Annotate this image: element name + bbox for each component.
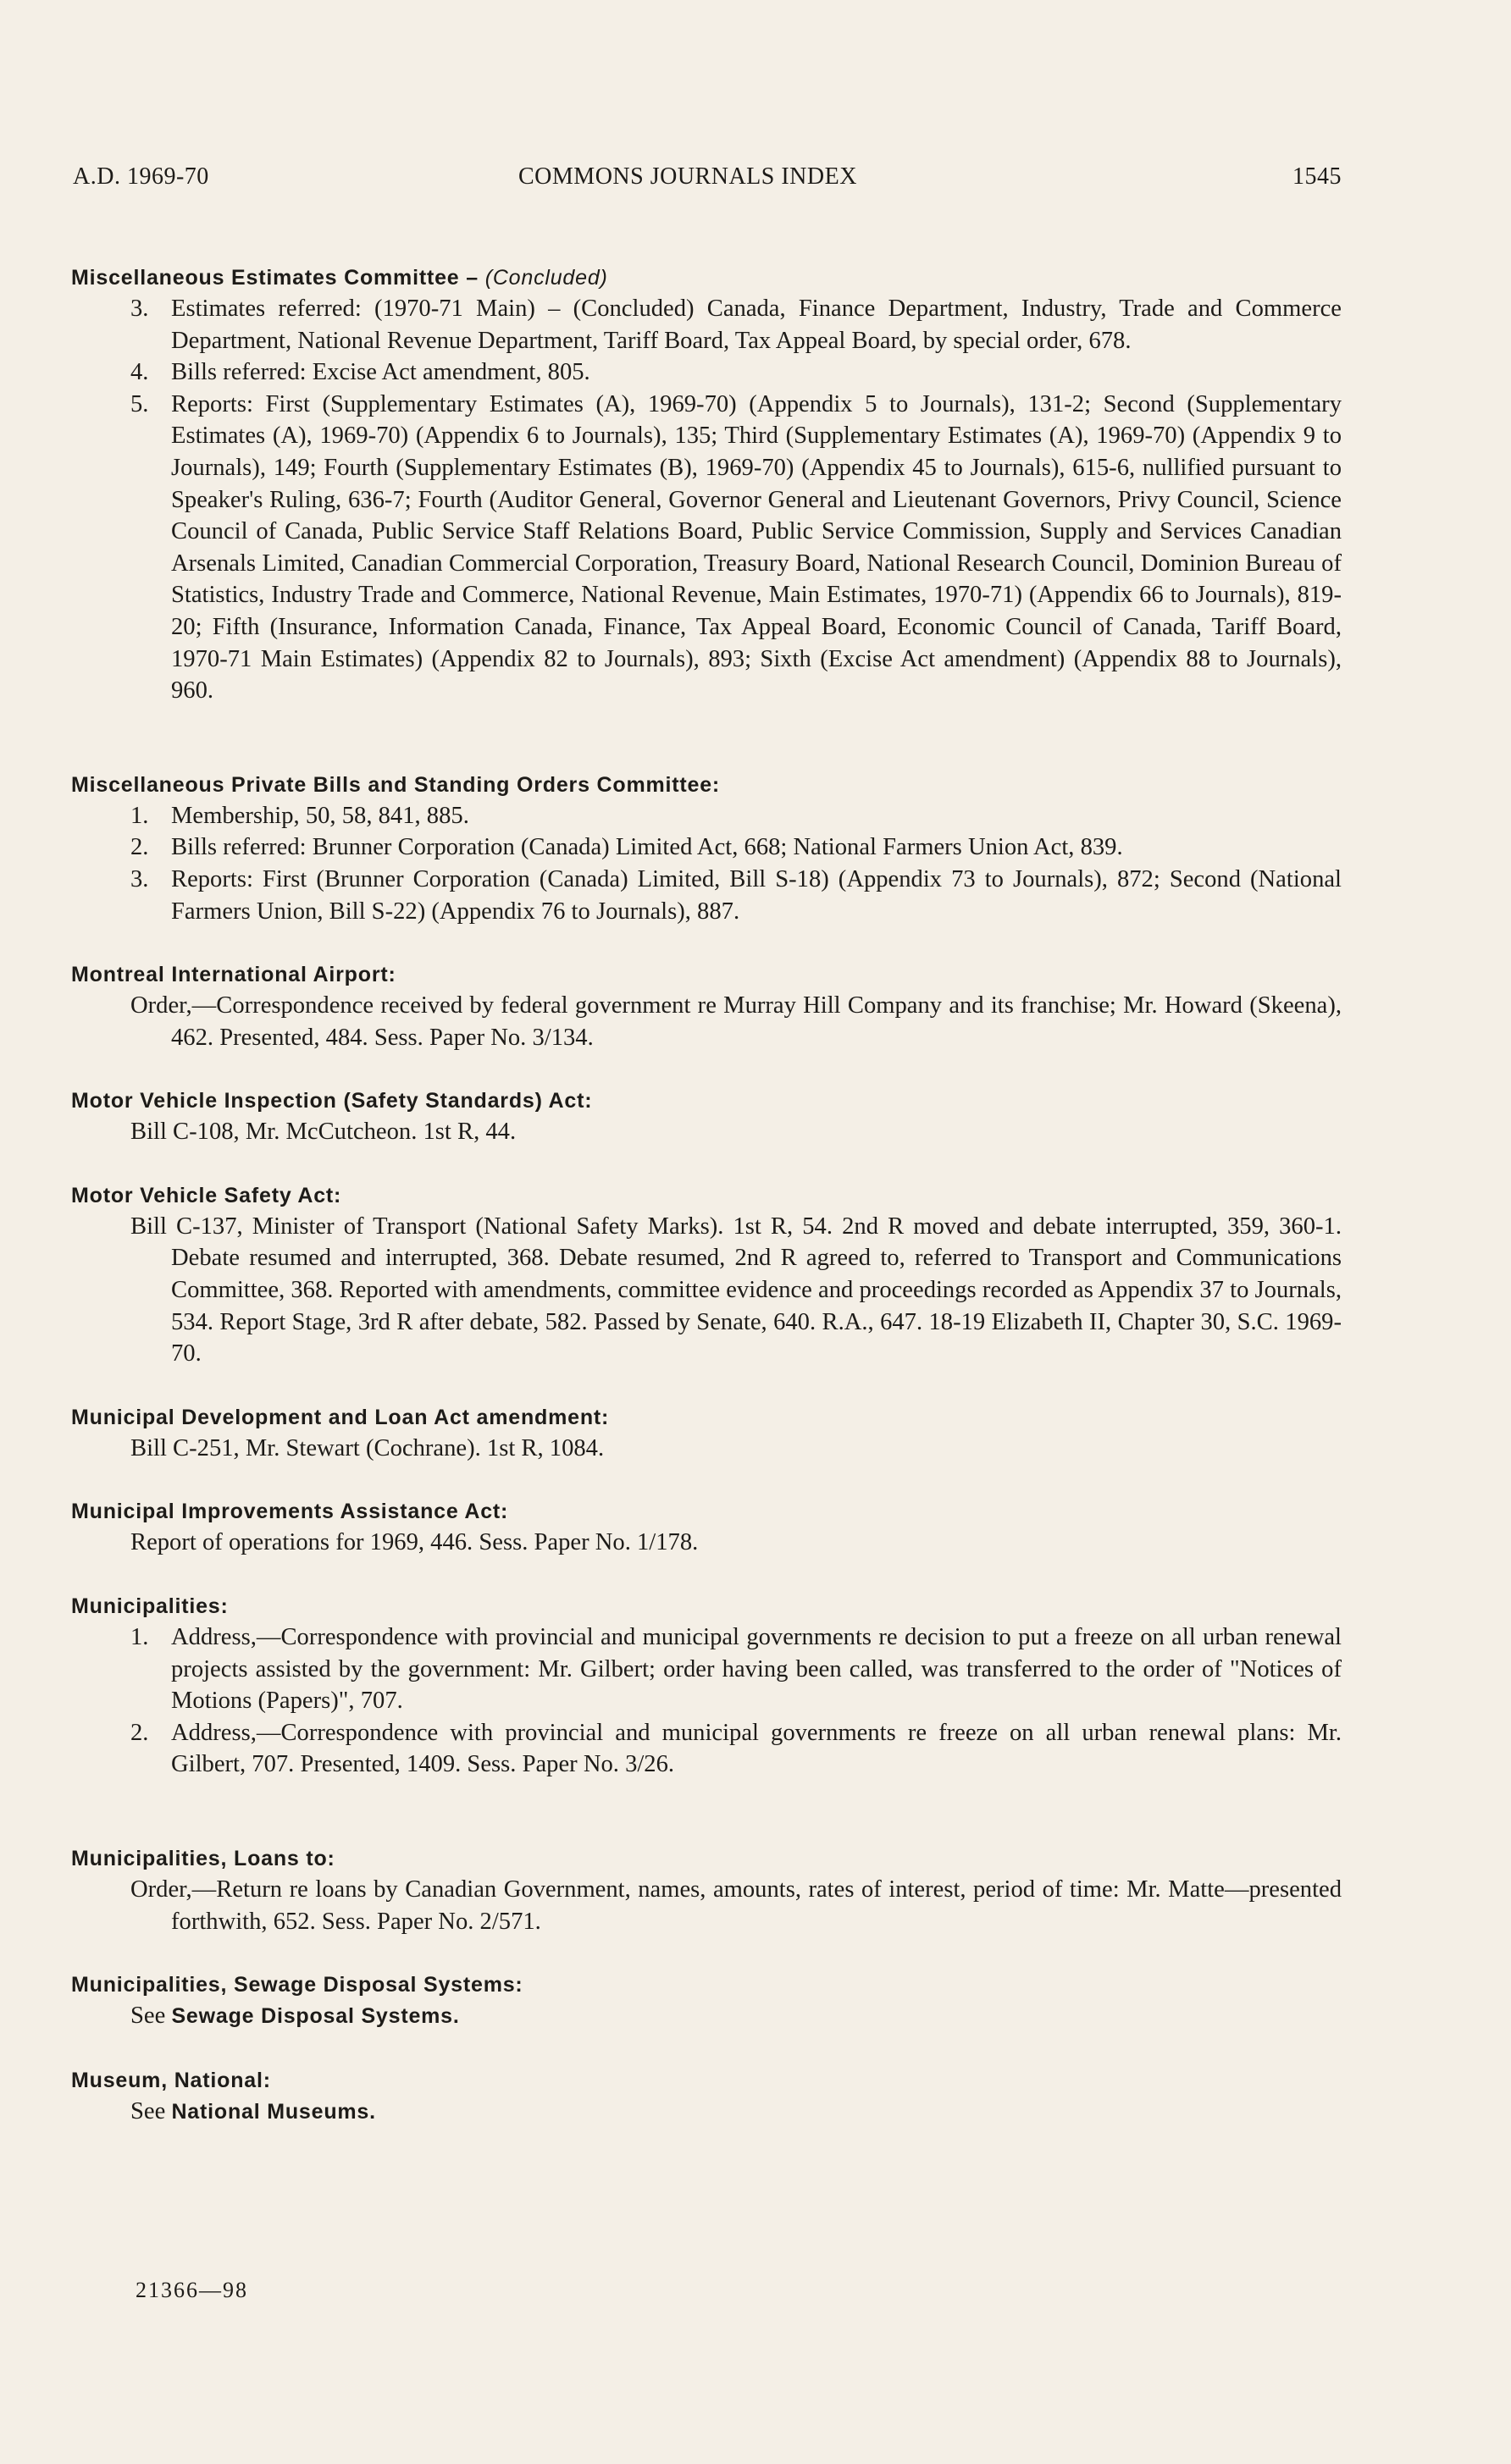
page-number: 1545 bbox=[1292, 163, 1342, 190]
see-reference: See Sewage Disposal Systems. bbox=[130, 2003, 460, 2030]
entry-text: Order,—Correspondence received by federal government re Murray Hill Company and its franchise; Mr. Howard (Skeena), 462. Presented, 484. Sess. Paper No. 3/134. bbox=[130, 992, 1342, 1051]
list-item: 4. Bills referred: Excise Act amendment, 805. bbox=[130, 359, 590, 386]
header-title: COMMONS JOURNALS INDEX bbox=[518, 163, 857, 190]
entry-heading-municipalities: Municipalities: bbox=[71, 1594, 229, 1619]
entry-text: Bill C-137, Minister of Transport (National Safety Marks). 1st R, 54. 2nd R moved and debate interrupted, 359, 360-1. Debate resumed and interrupted, 368. Debate resumed, 2nd R agreed to, referred to Transport and Communications Committee, 368. Reported with amendments, committee evidence and proceedings recorded as Appendix 37 to Journals, 534. Report Stage, 3rd R after debate, 582. Passed by Senate, 640. R.A., 647. 18-19 Elizabeth II, Chapter 30, S.C. 1969-70. bbox=[130, 1213, 1342, 1367]
entry-heading-motor-vehicle-inspection: Motor Vehicle Inspection (Safety Standards) Act: bbox=[71, 1089, 593, 1113]
entry-text: Bill C-108, Mr. McCutcheon. 1st R, 44. bbox=[130, 1119, 517, 1146]
entry-heading-municipalities-sewage: Municipalities, Sewage Disposal Systems: bbox=[71, 1973, 523, 1997]
entry-heading-motor-vehicle-safety: Motor Vehicle Safety Act: bbox=[71, 1183, 342, 1207]
see-reference: See National Museums. bbox=[130, 2097, 376, 2124]
entry-heading-misc-estimates: Miscellaneous Estimates Committee – (Concluded) bbox=[71, 266, 608, 290]
entry-heading-museum-national: Museum, National: bbox=[71, 2068, 271, 2092]
entry-text: Order,—Return re loans by Canadian Government, names, amounts, rates of interest, period of time: Mr. Matte—presented forthwith, 652. Sess. Paper No. 2/571. bbox=[130, 1876, 1342, 1935]
index-content bbox=[71, 262, 1342, 2128]
footer-code: 21366—98 bbox=[136, 2278, 248, 2302]
entry-heading-misc-private-bills: Miscellaneous Private Bills and Standing Orders Committee: bbox=[71, 772, 721, 797]
list-item: 5. Reports: First (Supplementary Estimates (A), 1969-70) (Appendix 5 to Journals), 131-2; Second (Supplementary Estimates (A), 1969-70) (Appendix 6 to Journals), 135; Third (Supplementary Estimates (A), 1969-70) (Appendix 9 to Journals), 149; Fourth (Supplementary Estimates (B), 1969-70) (Appendix 45 to Journals), 615-6, nullified pursuant to Speaker's Ruling, 636-7; Fourth (Auditor General, Governor General and Lieutenant Governors, Privy Council, Science Council of Canada, Public Service Staff Relations Board, Public Service Commission, Supply and Services Canadian Arsenals Limited, Canadian Commercial Corporation, Treasury Board, National Research Council, Dominion Bureau of Statistics, Industry Trade and Commerce, National Revenue, Main Estimates, 1970-71) (Appendix 66 to Journals), 819-20; Fifth (Insurance, Information Canada, Finance, Tax Appeal Board, Economic Council of Canada, Tariff Board, 1970-71 Main Estimates) (Appendix 82 to Journals), 893; Sixth (Excise Act amendment) (Appendix 88 to Journals), 960. bbox=[130, 390, 1342, 704]
list-item: 3. Reports: First (Brunner Corporation (Canada) Limited, Bill S-18) (Appendix 73 to Journals), 872; Second (National Farmers Union, Bill S-22) (Appendix 76 to Journals), 887. bbox=[130, 865, 1342, 925]
list-item: 1. Membership, 50, 58, 841, 885. bbox=[130, 802, 469, 829]
entry-heading-municipalities-loans: Municipalities, Loans to: bbox=[71, 1847, 335, 1870]
entry-text: Report of operations for 1969, 446. Sess. Paper No. 1/178. bbox=[130, 1529, 699, 1556]
header-date: A.D. 1969-70 bbox=[73, 163, 209, 190]
entry-heading-montreal-airport: Montreal International Airport: bbox=[71, 963, 396, 987]
entry-heading-municipal-development: Municipal Development and Loan Act amendment: bbox=[71, 1405, 610, 1429]
entry-text: Bill C-251, Mr. Stewart (Cochrane). 1st R, 1084. bbox=[130, 1434, 605, 1461]
list-item: 1. Address,—Correspondence with provincial and municipal governments re decision to put a freeze on all urban renewal projects assisted by the government: Mr. Gilbert; order having been called, was transferred to the order of "Notices of Motions (Papers)", 707. bbox=[130, 1624, 1342, 1715]
list-item: 3. Estimates referred: (1970-71 Main) – (Concluded) Canada, Finance Department, Industry, Trade and Commerce Department, National Revenue Department, Tariff Board, Tax Appeal Board, by special order, 678. bbox=[130, 296, 1342, 354]
entry-heading-municipal-improvements: Municipal Improvements Assistance Act: bbox=[71, 1500, 509, 1524]
list-item: 2. Address,—Correspondence with provincial and municipal governments re freeze on all urban renewal plans: Mr. Gilbert, 707. Presented, 1409. Sess. Paper No. 3/26. bbox=[130, 1719, 1342, 1778]
list-item: 2. Bills referred: Brunner Corporation (Canada) Limited Act, 668; National Farmers Union Act, 839. bbox=[130, 834, 1123, 861]
